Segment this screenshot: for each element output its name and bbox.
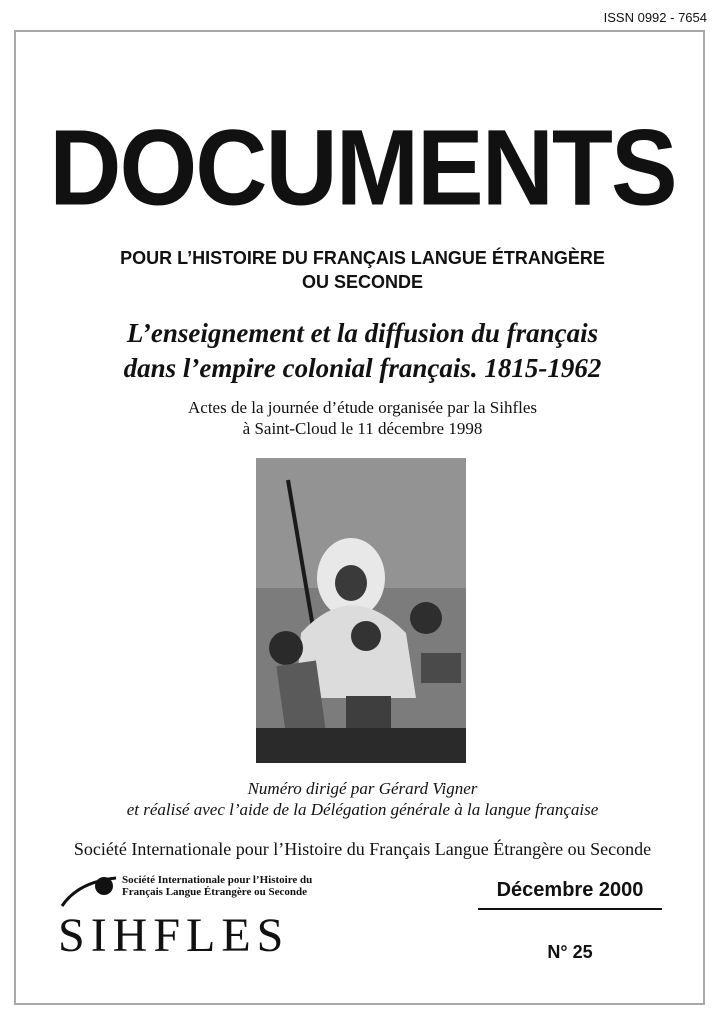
journal-subtitle — [0, 246, 725, 294]
cover-photo — [256, 458, 466, 763]
issue-title-line-2: dans l’empire colonial français. 1815-1962 — [123, 353, 602, 383]
editor-line-1: Numéro dirigé par Gérard Vigner — [247, 779, 478, 798]
proceedings-note — [0, 397, 725, 439]
date-block — [478, 876, 662, 910]
sihfles-emblem-icon — [58, 872, 122, 912]
issue-title-line-1: L’enseignement et la diffusion du français — [126, 318, 599, 348]
issue-number: N° 25 — [547, 942, 593, 962]
documents-logo: DOCUMENTS — [49, 107, 676, 229]
sihfles-wordmark: SIHFLES — [58, 909, 290, 962]
society-name: Société Internationale pour l’Histoire du Français Langue Étrangère ou Seconde — [73, 839, 652, 859]
subtitle-line-2: OU SECONDE — [301, 272, 424, 292]
sihfles-small-line-2: Français Langue Étrangère ou Seconde — [122, 886, 307, 898]
editor-line-2: et réalisé avec l’aide de la Délégation générale à la langue française — [126, 800, 599, 819]
editor-credit — [0, 778, 725, 820]
issn-number: ISSN 0992 - 7654 — [603, 10, 707, 25]
photo-illustration — [256, 458, 466, 763]
proceedings-line-1: Actes de la journée d’étude organisée par la Sihfles — [188, 398, 537, 417]
sihfles-small-line-1: Société Internationale pour l’Histoire du — [122, 874, 313, 886]
subtitle-line-1: POUR L’HISTOIRE DU FRANÇAIS LANGUE ÉTRANGÈRE — [120, 248, 605, 268]
sihfles-small-text — [122, 874, 312, 898]
proceedings-line-2: à Saint-Cloud le 11 décembre 1998 — [242, 419, 483, 438]
issue-title — [0, 316, 725, 386]
issue-date: Décembre 2000 — [478, 876, 662, 910]
